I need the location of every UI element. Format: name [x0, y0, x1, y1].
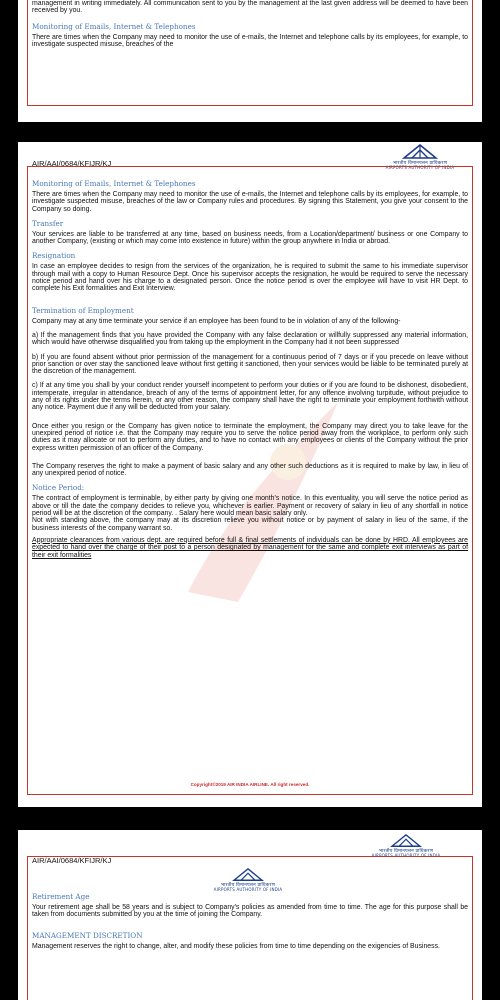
section-heading: Transfer: [32, 218, 64, 228]
paragraph: Management reserves the right to change, alter, and modify these policies from time to time depending on the exigencies of Business.: [32, 942, 440, 950]
paragraph: management in writing immediately. All communication sent to you by the management at the last given address will be deemed to have been received by you.: [32, 0, 468, 15]
section-heading: Monitoring of Emails, Internet & Telephones: [32, 179, 196, 188]
aai-emblem-icon: [230, 868, 266, 882]
aai-logo-center: [208, 868, 288, 894]
paragraph: There are times when the Company may need to monitor the use of e-mails, the Internet and telephone calls by its employees, for example, to investigate suspected misuse, breaches of the law or Company rules and procedures. By signing this Statement, you give your consent to the Company so doing.: [32, 191, 468, 213]
section-heading: Termination of Employment: [32, 305, 134, 315]
section-heading: MANAGEMENT DISCRETION: [32, 930, 143, 940]
copyright-notice: Copyright©2019 AIR INDIA AIRLINE. All right reserved.: [190, 782, 310, 787]
aai-emblem-icon: [402, 144, 438, 160]
paragraph: a) If the management finds that you have provided the Company with any false declaration or willfully suppressed any material information, which would have otherwise disqualified you from taking up the employment in the Company had it not been suppressed: [32, 331, 468, 347]
page-2-body: [32, 179, 468, 559]
document-id: AIR/AAI/0684/KFIJR/KJ: [32, 159, 112, 168]
page-3-body: [32, 892, 468, 950]
paragraph: There are times when the Company may need to monitor the use of e-mails, the Internet and telephone calls by its employees, for example, to investigate suspected misuse, breaches of the: [32, 33, 468, 48]
paragraph: Once either you resign or the Company has given notice to terminate the employment, the Company may direct you to take leave for the unexpired period of notice i.e. that the Company may require you to serve the notice period away from the workplace, to perform only such duties as it may allocate or not to perform any duties, and to have no contact with any employees or clients of the Company without the prior express written permission of an officer of the Company.: [32, 422, 468, 452]
logo-english-text: AIRPORTS AUTHORITY OF INDIA: [385, 165, 455, 170]
paragraph: In case an employee decides to resign from the services of the organization, he is required to submit the same to his immediate supervisor through mail with a copy to Human Resource Dept. Once his supervisor accepts the resignation, he would be required to serve the necessary notice period and hand over his charge to a designated person. Once the notice period is over the employee will have to visit HR Dept. to complete his Exit formalities and Exit Interview.: [32, 263, 468, 293]
paragraph: The contract of employment is terminable, by either party by giving one month's notice. In this eventuality, you will serve the notice period as above or till the date the company decides to relieve you, whichever is earlier. Payment or recovery of salary in lieu of any shortfall in notice period will be at the discretion of the company. . Salary here would mean basic salary only. Not with standing above, the company may at its discretion relieve you without notice or by payment of salary in lieu of the same, if the business interests of the company warrant so.: [32, 495, 468, 532]
document-page-3: [18, 830, 482, 1000]
document-id: AIR/AAI/0684/KFIJR/KJ: [32, 856, 112, 865]
paragraph: b) If you are found absent without prior permission of the management for a continuous period of 7 days or if you precede on leave without prior sanction or over stay the sanctioned leave without first getting it sanctioned, then your services would be liable to be terminated purely at the discretion of the management.: [32, 353, 468, 376]
section-heading: Resignation: [32, 251, 76, 261]
exit-formalities-paragraph: Appropriate clearances from various dept. are required before full & final settlements of individuals can be done by HRD. All employees are expected to hand over the charge of their post to a person designated by management for the same and complete exit interviews as part of their exit formalities: [32, 536, 468, 559]
logo-hindi-text: भारतीय विमानपत्तन प्राधिकरण: [378, 849, 434, 854]
logo-english-text: AIRPORTS AUTHORITY OF INDIA: [213, 887, 283, 892]
paragraph: Your retirement age shall be 58 years and is subject to Company's policies as amended from time to time. The age for this purpose shall be taken from documents submitted by you at the time of joining the Company.: [32, 904, 468, 919]
section-heading: Notice Period:: [32, 483, 85, 493]
document-page-1: [18, 0, 482, 122]
section-heading: Retirement Age: [32, 892, 90, 901]
logo-english-text: AIRPORTS AUTHORITY OF INDIA: [371, 853, 441, 858]
aai-emblem-icon: [388, 834, 424, 848]
logo-hindi-text: भारतीय विमानपत्तन प्राधिकरण: [220, 883, 276, 888]
page-1-body: [32, 0, 468, 48]
document-page-2: [18, 142, 482, 807]
logo-hindi-text: भारतीय विमानपत्तन प्राधिकरण: [392, 161, 448, 166]
paragraph: Company may at any time terminate your service if an employee has been found to be in violation of any of the following-: [32, 317, 401, 325]
paragraph: c) If at any time you shall by your conduct render yourself incompetent to perform your duties or if you are found to be dishonest, disobedient, intemperate, irregular in attendance, breach of any of the terms of appointment letter, for any offence involving turpitude, without prejudice to any of its rights under the terms herein, or any other reason, the company shall have the right to terminate your employment forthwith without any notice. Payment due if any will be deducted from your salary.: [32, 382, 468, 412]
paragraph: The Company reserves the right to make a payment of basic salary and any other such deductions as it is required to make by law, in lieu of any unexpired period of notice.: [32, 462, 468, 478]
section-heading: Monitoring of Emails, Internet & Telephones: [32, 21, 196, 31]
paragraph: Your services are liable to be transferred at any time, based on business needs, from a Location/department/ business or one Company to another Company, (existing or which may come into existence in future) within the group anywhere in India or abroad.: [32, 230, 468, 246]
